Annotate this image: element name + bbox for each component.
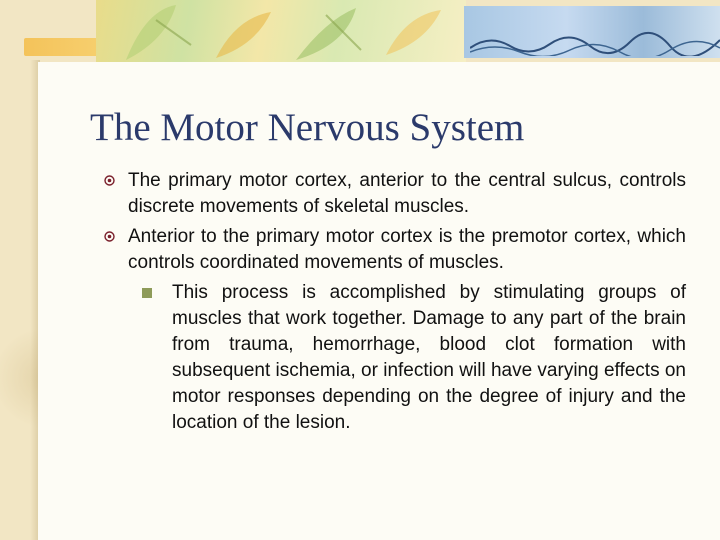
bullet-text: Anterior to the primary motor cortex is the premotor cortex, which controls coordinated movements of muscles.: [128, 226, 686, 273]
sub-bullet-text: This process is accomplished by stimulating groups of muscles that work together. Damage to any part of the brain from trauma, hemorrhage, blood clot formation with subsequent ischemia, or infection will have varying effects on motor responses depending on the degree of injury and the location of the lesion.: [172, 282, 686, 433]
square-bullet-icon: [142, 288, 152, 298]
leaves-pattern: [96, 0, 466, 62]
banner-wave: [470, 30, 720, 56]
sub-bullet-item: [172, 280, 686, 436]
bullet-item: [104, 168, 686, 220]
bullet-text: The primary motor cortex, anterior to the central sulcus, controls discrete movements of skeletal muscles.: [128, 170, 686, 217]
banner-leaves-strip: [96, 0, 466, 62]
circled-dot-icon: [104, 175, 115, 186]
slide-content: [104, 168, 686, 436]
slide-title: The Motor Nervous System: [90, 106, 525, 149]
bullet-item: [104, 224, 686, 276]
decorative-banner: [0, 0, 720, 62]
circled-dot-icon: [104, 231, 115, 242]
